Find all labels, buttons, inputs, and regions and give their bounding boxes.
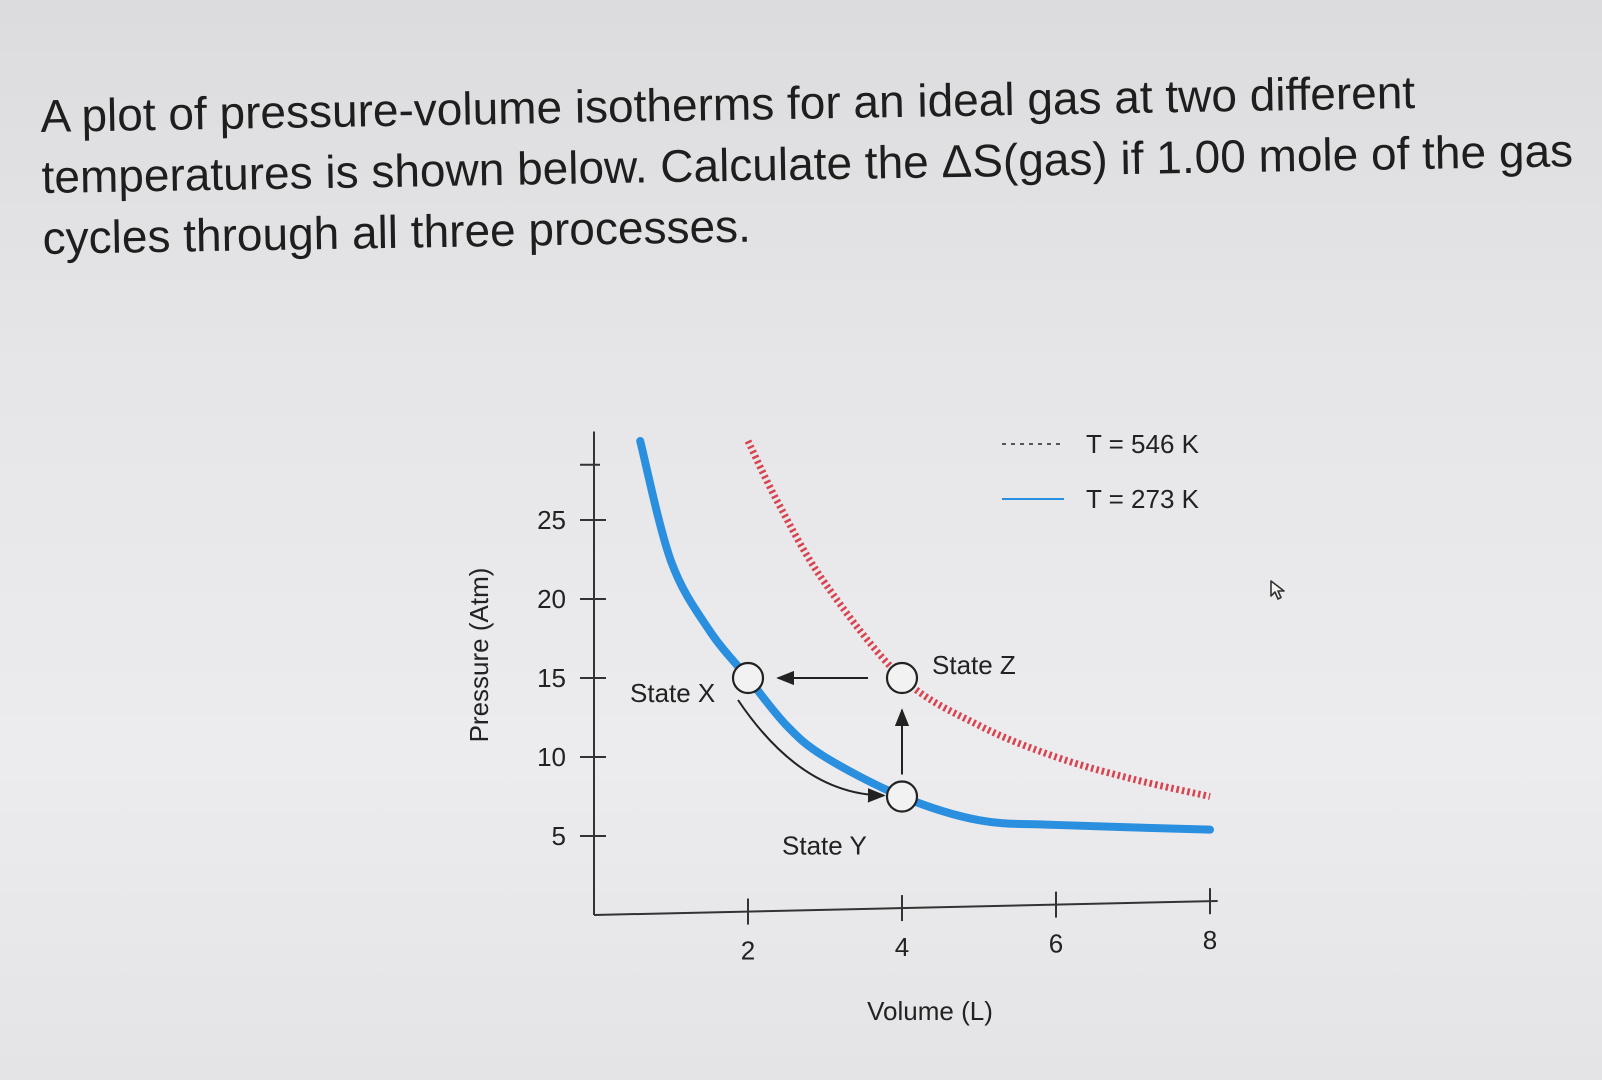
state-label: State X [630,678,716,708]
mouse-pointer-icon [1267,578,1291,602]
y-tick-label: 5 [551,821,566,851]
x-tick-label: 4 [894,932,910,963]
state-label: State Z [932,650,1016,680]
state-label: State Y [782,830,867,861]
question-text: A plot of pressure-volume isotherms for an ideal gas at two different temperatures is shown below. Calculate the ΔS(gas) if 1.00 mole of the gas cycles through all three processes. [40,66,1574,264]
y-tick-label: 10 [537,742,566,772]
x-axis-line [594,901,1218,915]
y-axis-label: Pressure (Atm) [464,567,494,743]
y-tick-label: 25 [537,505,566,535]
x-tick-label: 8 [1202,925,1218,956]
y-tick-label: 15 [537,663,566,693]
y-tick-label: 20 [537,584,566,614]
state-marker [733,663,763,693]
x-axis-label: Volume (L) [867,996,993,1026]
x-tick-label: 2 [740,935,756,966]
x-tick-label: 6 [1048,928,1064,959]
legend-label: T = 273 K [1086,484,1199,514]
state-marker [887,782,917,812]
legend-label: T = 546 K [1086,429,1199,459]
state-marker [887,663,917,693]
